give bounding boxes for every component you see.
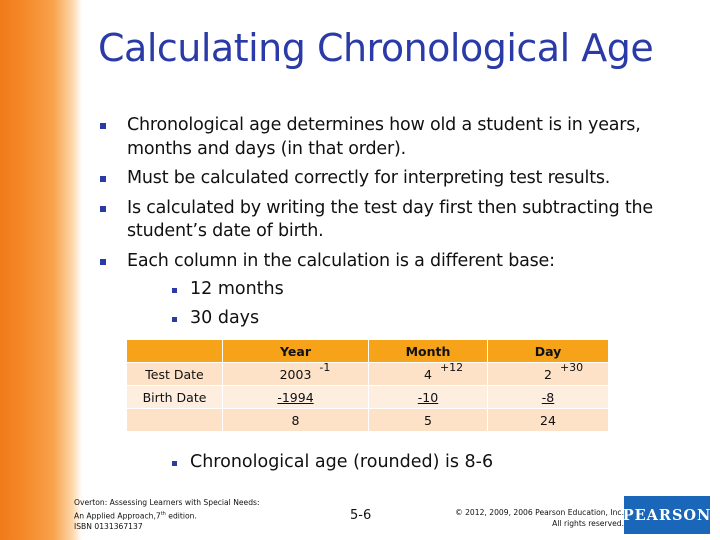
table-header-cell: Month (369, 340, 488, 363)
age-calculation-table (126, 339, 609, 432)
day-value: -8 (541, 389, 555, 405)
table-row (127, 386, 609, 409)
table-cell (223, 360, 369, 386)
table-header-cell: Year (223, 340, 369, 363)
month-value: -10 (417, 389, 439, 405)
bullet-item: Each column in the calculation is a different base: (100, 250, 680, 274)
bullet-item: Is calculated by writing the test day first then subtracting the student’s date of birth. (100, 197, 680, 244)
citation-line: ISBN 0131367137 (74, 521, 143, 531)
row-label (127, 409, 223, 432)
table-row (127, 363, 609, 386)
copyright (455, 508, 624, 529)
table-cell (223, 386, 369, 409)
conclusion-item: Chronological age (rounded) is 8-6 (172, 451, 493, 474)
year-value: 2003 (279, 366, 312, 382)
page-number: 5-6 (350, 508, 372, 523)
conclusion-list (172, 451, 493, 480)
copyright-line: All rights reserved. (552, 518, 624, 528)
table-row (127, 409, 609, 432)
sub-bullet-list (172, 278, 284, 336)
table-header-cell: Day (488, 340, 609, 363)
table-cell: 8 (223, 409, 369, 432)
sub-bullet-item: 30 days (172, 307, 284, 330)
sub-bullet-item: 12 months (172, 278, 284, 301)
borrow-note: +12 (439, 360, 464, 374)
bullet-list (100, 114, 680, 279)
month-value: 4 (424, 366, 432, 382)
table-cell (369, 386, 488, 409)
bullet-item: Must be calculated correctly for interpreting test results. (100, 167, 680, 191)
borrow-note: +30 (559, 360, 584, 374)
table-header-row (127, 340, 609, 363)
bullet-item: Chronological age determines how old a student is in years, months and days (in that order). (100, 114, 680, 161)
year-value: -1994 (277, 389, 314, 405)
pearson-logo: PEARSON (624, 496, 710, 534)
table-header-cell (127, 340, 223, 363)
side-decoration-bar (0, 0, 82, 540)
row-label: Birth Date (127, 386, 223, 409)
citation-line: Overton: Assessing Learners with Special Needs: (74, 498, 260, 507)
table-cell (488, 360, 609, 386)
day-value: 2 (544, 366, 552, 382)
slide-title: Calculating Chronological Age (98, 26, 654, 70)
table-cell: 24 (488, 409, 609, 432)
borrow-note: -1 (319, 360, 331, 374)
row-label: Test Date (127, 363, 223, 386)
table-cell (488, 386, 609, 409)
table-cell (369, 360, 488, 386)
citation-line: An Applied Approach,7th edition. (74, 510, 197, 521)
table-cell: 5 (369, 409, 488, 432)
copyright-line: © 2012, 2009, 2006 Pearson Education, Inc. (455, 508, 624, 517)
citation (74, 498, 260, 532)
